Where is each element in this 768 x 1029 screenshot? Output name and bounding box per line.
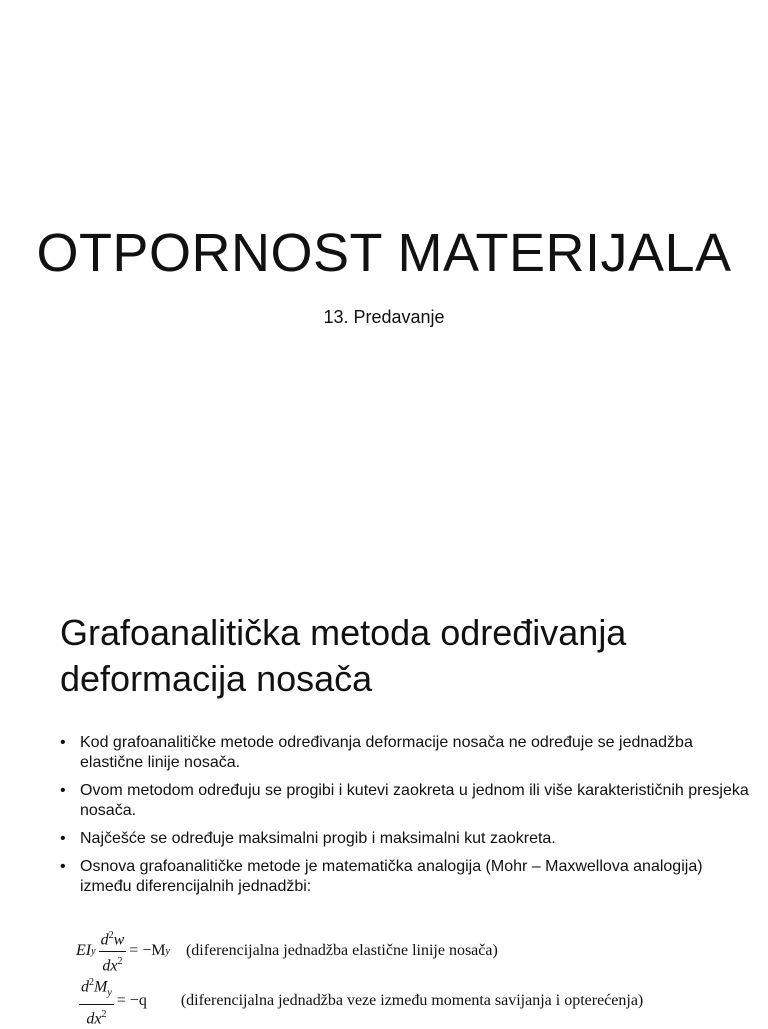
equation-description: (diferencijalna jednadžba veze između momenta savijanja i opterećenja) <box>180 992 644 1009</box>
equation-math <box>76 973 147 1029</box>
eq-num-var: M <box>94 978 108 996</box>
list-item <box>58 781 758 821</box>
bullet-text: Osnova grafoanalitičke metode je matematička analogija (Mohr – Maxwellova analogija) između diferencijalnih jednadžbi: <box>80 858 703 895</box>
list-item <box>58 733 758 773</box>
eq-denominator <box>84 1005 108 1029</box>
eq-rhs: = −M <box>129 942 166 959</box>
content-slide <box>0 576 768 1027</box>
bullet-icon: • <box>60 734 66 751</box>
equation-description: (diferencijalna jednadžba elastične linije nosača) <box>185 942 498 959</box>
eq-num-d: d <box>100 931 109 949</box>
eq-numerator <box>79 973 114 1005</box>
equation-math <box>76 926 170 976</box>
eq-lhs-sub: y <box>91 945 96 957</box>
eq-num-sup: 2 <box>89 977 94 989</box>
slide-title: OTPORNOST MATERIJALA <box>36 223 732 283</box>
section-heading-line-2: deformacija nosača <box>60 658 373 699</box>
eq-lhs-prefix: EI <box>76 942 92 959</box>
eq-den-dx: dx <box>102 956 118 974</box>
bullet-icon: • <box>60 830 66 847</box>
equation-elastic-line <box>76 928 766 974</box>
section-heading <box>60 610 760 702</box>
bullet-text: Ovom metodom određuju se progibi i kutevi zaokreta u jednom ili više karakterističnih presjeka nosača. <box>80 782 749 819</box>
section-heading-line-1: Grafoanalitička metoda određivanja <box>60 612 627 653</box>
eq-fraction <box>99 926 127 976</box>
slide-subtitle: 13. Predavanje <box>323 307 445 327</box>
bullet-icon: • <box>60 782 66 799</box>
bullet-list <box>58 733 758 905</box>
eq-num-d: d <box>81 978 89 996</box>
bullet-text: Kod grafoanalitičke metode određivanja deformacije nosača ne određuje se jednadžba elastične linije nosača. <box>80 734 693 771</box>
eq-numerator <box>99 926 127 951</box>
eq-den-sup: 2 <box>101 1008 107 1020</box>
eq-fraction <box>79 973 114 1029</box>
eq-den-dx: dx <box>86 1009 102 1027</box>
eq-rhs: = −q <box>116 992 147 1009</box>
bullet-text: Najčešće se određuje maksimalni progib i maksimalni kut zaokreta. <box>80 830 556 847</box>
eq-den-sup: 2 <box>117 955 123 967</box>
eq-num-sup: 2 <box>108 930 114 942</box>
bullet-icon: • <box>60 858 66 875</box>
eq-num-var: w <box>113 931 125 949</box>
equation-moment-load <box>76 977 766 1027</box>
eq-rhs-sub: y <box>165 945 170 957</box>
eq-num-sub: y <box>107 987 112 999</box>
list-item <box>58 857 758 897</box>
list-item <box>58 829 758 849</box>
